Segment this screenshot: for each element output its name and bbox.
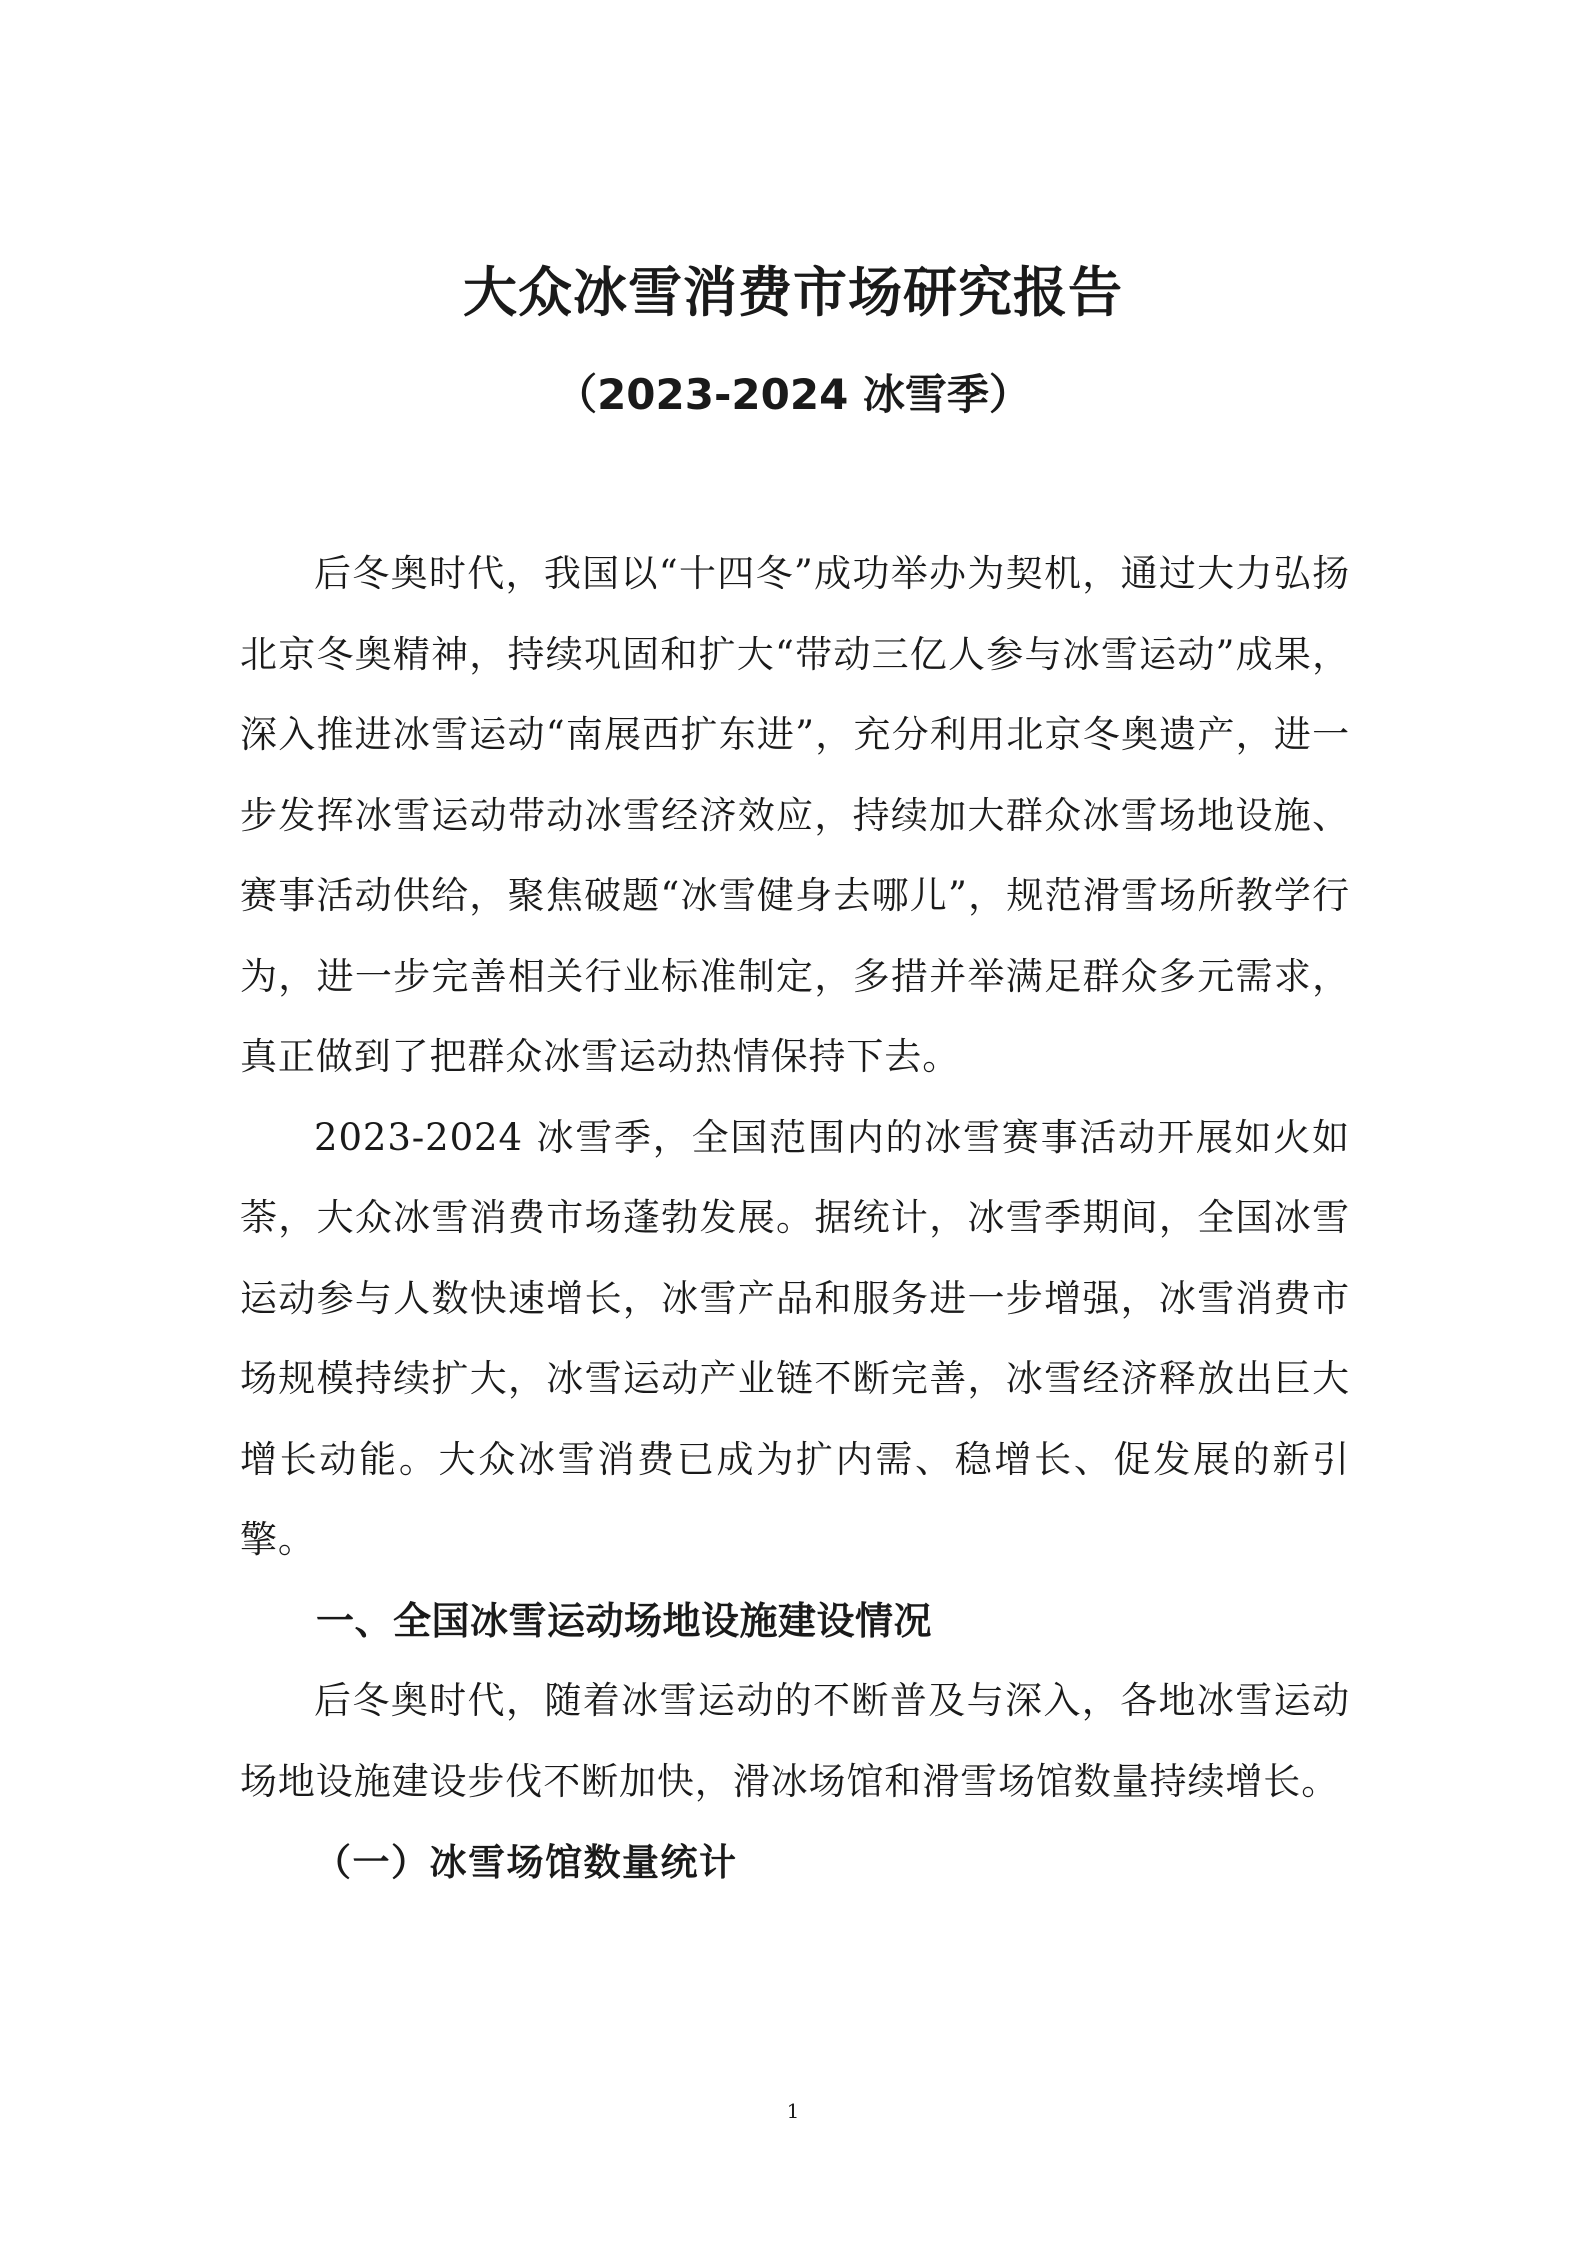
page-number: 1 bbox=[786, 2099, 800, 2123]
paragraph-season-overview: 2023-2024 冰雪季，全国范围内的冰雪赛事活动开展如火如荼，大众冰雪消费市场蓬勃发展。据统计，冰雪季期间，全国冰雪运动参与人数快速增长，冰雪产品和服务进一步增强，冰雪消费市场规模持续扩大，冰雪运动产业链不断完善，冰雪经济释放出巨大增长动能。大众冰雪消费已成为扩内需、稳增长、促发展的新引擎。 bbox=[240, 1115, 1350, 1561]
subsection-heading: （一）冰雪场馆数量统计 bbox=[314, 1840, 738, 1884]
paragraph-facilities: 后冬奥时代，随着冰雪运动的不断普及与深入，各地冰雪运动场地设施建设步伐不断加快，滑冰场馆和滑雪场馆数量持续增长。 bbox=[240, 1679, 1350, 1803]
document-title: 大众冰雪消费市场研究报告 bbox=[463, 260, 1123, 324]
paragraph-intro: 后冬奥时代，我国以“十四冬”成功举办为契机，通过大力弘扬北京冬奥精神，持续巩固和扩大“带动三亿人参与冰雪运动”成果，深入推进冰雪运动“南展西扩东进”，充分利用北京冬奥遗产，进一步发挥冰雪运动带动冰雪经济效应，持续加大群众冰雪场地设施、赛事活动供给，聚焦破题“冰雪健身去哪儿”，规范滑雪场所教学行为，进一步完善相关行业标准制定，多措并举满足群众多元需求，真正做到了把群众冰雪运动热情保持下去。 bbox=[240, 552, 1350, 1078]
document-subtitle: （2023-2024 冰雪季） bbox=[555, 370, 1031, 419]
document-body bbox=[240, 534, 1350, 1903]
section-heading: 一、全国冰雪运动场地设施建设情况 bbox=[316, 1598, 933, 1643]
